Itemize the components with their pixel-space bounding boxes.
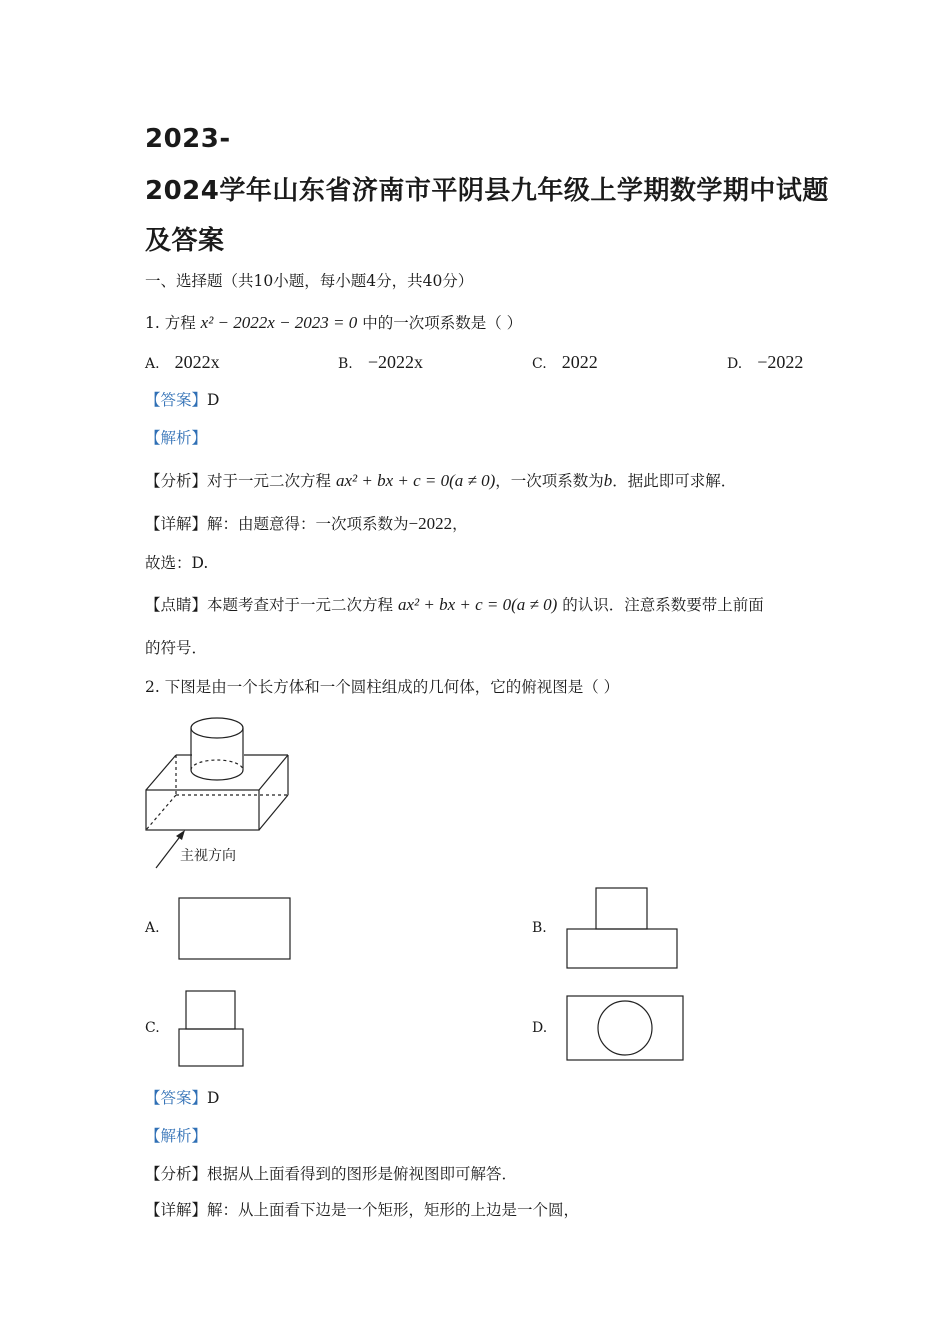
- dianjing-tag: 【点睛】: [145, 596, 208, 614]
- fenxi-text: 根据从上面看得到的图形是俯视图即可解答．: [207, 1165, 518, 1183]
- dianjing-text-b: 的认识．注意系数要带上前面: [562, 596, 764, 614]
- fenxi-var: b: [603, 471, 613, 490]
- q2-option-d-label[interactable]: D.: [532, 1020, 548, 1036]
- q2-option-c-figure[interactable]: [178, 990, 245, 1067]
- xiangjie-text: 解：由题意得：一次项系数为: [207, 515, 409, 533]
- option-label: B.: [338, 356, 353, 372]
- xiangjie-text: 解：从上面看下边是一个矩形，矩形的上边是一个圆，: [207, 1201, 580, 1219]
- q2-option-d-figure[interactable]: [566, 995, 684, 1061]
- dianjing-equation: ax² + bx + c = 0(a ≠ 0): [397, 595, 558, 614]
- q1-fenxi: [145, 470, 736, 492]
- dianjing-text: 本题考查对于一元二次方程: [207, 596, 394, 614]
- option-label: C.: [532, 356, 547, 372]
- q2-analysis-tag: 【解析】: [145, 1127, 208, 1145]
- option-value: −2022: [757, 352, 804, 372]
- q2-option-b-figure[interactable]: [566, 887, 678, 969]
- section-heading: 一、选择题（共10小题，每小题4分，共40分）: [145, 272, 474, 290]
- q1-analysis-tag: 【解析】: [145, 429, 208, 447]
- xiangjie-value: −2022: [408, 514, 453, 533]
- xiangjie-tag: 【详解】: [145, 515, 208, 533]
- q1-prefix: 1. 方程: [145, 314, 196, 332]
- q1-option-d[interactable]: [727, 352, 803, 373]
- q1-suffix: 中的一次项系数是（ ）: [362, 314, 523, 332]
- q1-answer: [145, 389, 219, 411]
- option-value: 2022x: [174, 352, 220, 372]
- fenxi-tag: 【分析】: [145, 472, 208, 490]
- question-2-stem: 2. 下图是由一个长方体和一个圆柱组成的几何体，它的俯视图是（ ）: [145, 678, 620, 696]
- option-label: D.: [727, 356, 743, 372]
- xiangjie-end: ，: [452, 515, 468, 533]
- fenxi-tag: 【分析】: [145, 1165, 208, 1183]
- q1-equation: x² − 2022x − 2023 = 0: [200, 313, 358, 332]
- page-title-line3: 及答案: [145, 226, 225, 256]
- option-label: A.: [145, 356, 160, 372]
- q2-option-c-label[interactable]: C.: [145, 1020, 160, 1036]
- fenxi-text: 对于一元二次方程: [207, 472, 332, 490]
- q2-fenxi: [145, 1163, 517, 1185]
- answer-value: D: [207, 391, 220, 409]
- answer-tag: 【答案】: [145, 391, 208, 409]
- q1-option-a[interactable]: [145, 352, 220, 373]
- figure-label: 主视方向: [180, 848, 236, 864]
- page-title-line1: 2023-: [145, 124, 231, 154]
- q2-xiangjie: [145, 1199, 579, 1221]
- q1-dianjing-cont: 的符号．: [145, 639, 208, 657]
- page-title-line2: 2024学年山东省济南市平阴县九年级上学期数学期中试题: [145, 176, 829, 206]
- q2-option-b-label[interactable]: B.: [532, 920, 547, 936]
- q2-answer: [145, 1087, 219, 1109]
- q1-dianjing: [145, 594, 764, 616]
- fenxi-equation: ax² + bx + c = 0(a ≠ 0): [335, 471, 496, 490]
- q1-xiangjie: [145, 513, 468, 535]
- answer-tag: 【答案】: [145, 1089, 208, 1107]
- q2-option-a-figure[interactable]: [178, 897, 291, 960]
- option-value: −2022x: [367, 352, 423, 372]
- fenxi-text-b: ，一次项系数为: [495, 472, 604, 490]
- answer-value: D: [207, 1089, 220, 1107]
- q1-option-c[interactable]: [532, 352, 598, 373]
- xiangjie-tag: 【详解】: [145, 1201, 208, 1219]
- question-1-stem: [145, 312, 522, 334]
- fenxi-text-c: ．据此即可求解．: [612, 472, 737, 490]
- option-value: 2022: [561, 352, 598, 372]
- q1-option-b[interactable]: [338, 352, 423, 373]
- q1-choice: 故选：D.: [145, 554, 209, 572]
- q2-option-a-label[interactable]: A.: [145, 920, 160, 936]
